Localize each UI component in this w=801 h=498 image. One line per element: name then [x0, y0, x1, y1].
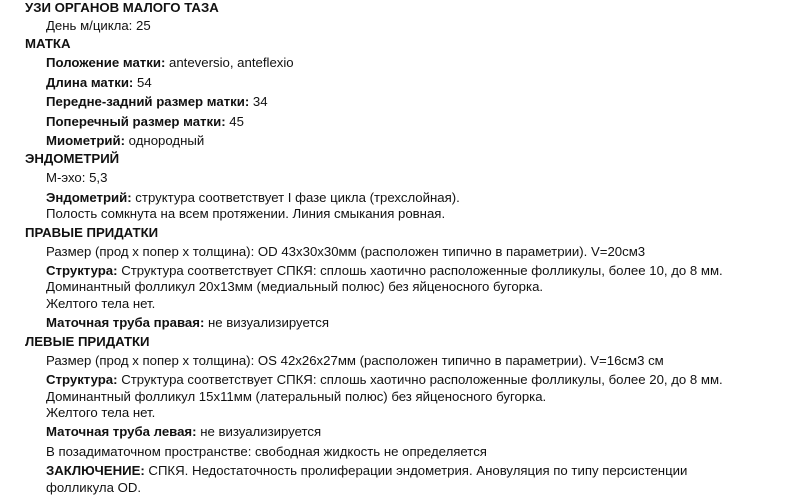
- right-fallopian-tube: [46, 315, 795, 331]
- left-tube-block: [46, 424, 795, 440]
- uterus-ap-block: [46, 94, 795, 110]
- uterus-transverse-size: [46, 114, 795, 130]
- field-value: однородный: [125, 133, 205, 149]
- left-ovary-structure-block: [46, 372, 795, 421]
- left-fallopian-tube: [46, 424, 795, 440]
- field-value: 34: [249, 94, 268, 110]
- report-title: УЗИ ОРГАНОВ МАЛОГО ТАЗА: [25, 0, 219, 15]
- uterus-transverse-block: [46, 114, 795, 130]
- right-ovary-structure: [46, 263, 795, 279]
- conclusion-text: СПКЯ. Недостаточность пролиферации эндометрия. Ановуляция по типу персистенции: [144, 463, 688, 479]
- endometrium-cavity: Полость сомкнута на всем протяжении. Линия смыкания ровная.: [46, 206, 446, 222]
- field-label: Структура:: [46, 372, 118, 388]
- field-label: Маточная труба правая:: [46, 315, 205, 331]
- retrouterine-space: В позадиматочном пространстве: свободная жидкость не определяется: [46, 443, 487, 459]
- left-ovary-size-block: [46, 353, 795, 369]
- field-label: Поперечный размер матки:: [46, 113, 226, 129]
- endometrium-structure-block: [46, 190, 795, 223]
- field-label: Положение матки:: [46, 55, 166, 71]
- right-ovary-size: Размер (прод х попер х толщина): OD 43x30x30мм (расположен типично в параметрии). V=20см3: [46, 243, 646, 259]
- right-dominant-follicle: Доминантный фолликул 20x13мм (медиальный полюс) без яйценосного бугорка.: [46, 279, 544, 295]
- field-value: Структура соответствует СПКЯ: сплошь хаотично расположенные фолликулы, более 20, до 8 мм.: [117, 372, 723, 388]
- field-label: Структура:: [46, 263, 118, 279]
- uterus-length: [46, 75, 795, 91]
- endometrium-structure: [46, 190, 795, 206]
- field-value: 45: [225, 113, 244, 129]
- left-adnexa-heading: ЛЕВЫЕ ПРИДАТКИ: [25, 333, 150, 349]
- field-label: Миометрий:: [46, 133, 126, 149]
- left-corpus-luteum: Желтого тела нет.: [46, 404, 156, 420]
- right-ovary-size-block: [46, 244, 795, 260]
- field-value: не визуализируется: [204, 315, 329, 331]
- field-label: Длина матки:: [46, 74, 134, 90]
- conclusion-line-2: фолликула OD.: [46, 479, 142, 495]
- endometrium-heading: ЭНДОМЕТРИЙ: [25, 151, 120, 167]
- right-corpus-luteum: Желтого тела нет.: [46, 295, 156, 311]
- m-echo-block: [46, 170, 795, 186]
- conclusion-block: [46, 463, 795, 496]
- field-value: Структура соответствует СПКЯ: сплошь хаотично расположенные фолликулы, более 10, до 8 мм.: [117, 263, 723, 279]
- field-value: не визуализируется: [196, 424, 322, 440]
- conclusion-label: ЗАКЛЮЧЕНИЕ:: [46, 463, 145, 479]
- right-tube-block: [46, 315, 795, 331]
- right-adnexa-heading: ПРАВЫЕ ПРИДАТКИ: [25, 224, 159, 240]
- myometrium: [46, 133, 795, 149]
- field-value: anteversio, anteflexio: [165, 55, 294, 71]
- m-echo: М-эхо: 5,3: [46, 170, 108, 186]
- ultrasound-report: [25, 0, 795, 496]
- field-label: Маточная труба левая:: [46, 424, 197, 440]
- right-ovary-structure-block: [46, 263, 795, 312]
- conclusion-line-1: [46, 463, 795, 479]
- myometrium-block: [46, 133, 795, 149]
- field-value: 54: [133, 74, 152, 90]
- field-label: Эндометрий:: [46, 189, 132, 205]
- uterus-heading: МАТКА: [25, 36, 71, 52]
- field-value: структура соответствует I фазе цикла (трехслойная).: [131, 189, 460, 205]
- retrouterine-block: [46, 444, 795, 460]
- uterus-position: [46, 55, 795, 71]
- uterus-length-block: [46, 75, 795, 91]
- left-ovary-structure: [46, 372, 795, 388]
- left-ovary-size: Размер (прод х попер х толщина): OS 42x26x27мм (расположен типично в параметрии). V=16см3 см: [46, 352, 664, 368]
- uterus-position-block: [46, 55, 795, 71]
- cycle-day: День м/цикла: 25: [46, 18, 151, 33]
- left-dominant-follicle: Доминантный фолликул 15x11мм (латеральный полюс) без яйценосного бугорка.: [46, 388, 547, 404]
- cycle-day-block: [46, 18, 795, 34]
- field-label: Передне-задний размер матки:: [46, 94, 250, 110]
- uterus-ap-size: [46, 94, 795, 110]
